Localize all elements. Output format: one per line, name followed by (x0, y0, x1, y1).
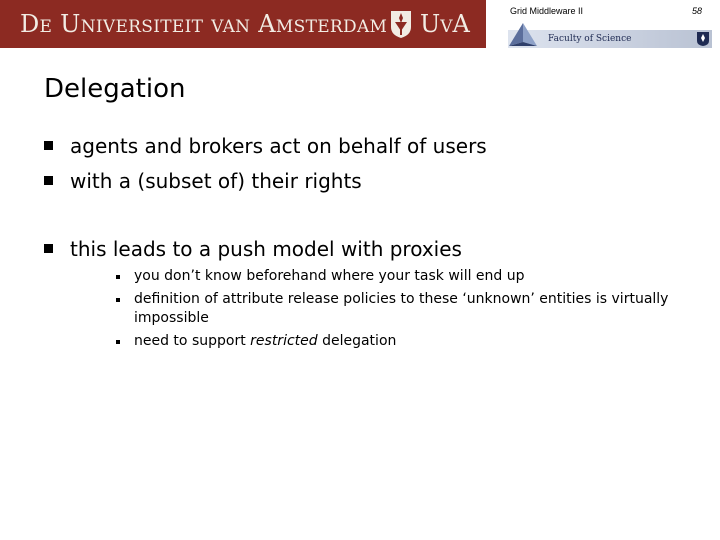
sub-bullet-text: definition of attribute release policies to these ‘unknown’ entities is virtually impossible (134, 291, 669, 326)
uva-crest-icon (389, 9, 413, 39)
uva-short-name: UvA (420, 10, 470, 38)
university-name: De Universiteit van Amsterdam (20, 10, 388, 38)
page-number: 58 (692, 6, 703, 16)
faculty-name: Faculty of Science (548, 34, 632, 44)
bullet-text: this leads to a push model with proxies (70, 237, 462, 261)
pyramid-icon (508, 22, 538, 48)
small-square-bullet-icon (116, 340, 120, 344)
small-square-bullet-icon (116, 275, 120, 279)
square-bullet-icon (44, 176, 53, 185)
bullet-text: agents and brokers act on behalf of users (70, 134, 487, 158)
emphasis-text: restricted (250, 333, 318, 349)
sub-bullet-text-end: delegation (317, 333, 397, 349)
course-name: Grid Middleware II (510, 6, 584, 16)
uva-crest-small-icon (696, 31, 710, 47)
slide-title: Delegation (44, 74, 186, 104)
sub-bullet-text (134, 332, 694, 351)
bullet-text: with a (subset of) their rights (70, 169, 362, 193)
sub-bullet-text-start: need to support (134, 333, 251, 349)
square-bullet-icon (44, 244, 53, 253)
sub-bullet-text: you don’t know beforehand where your task will end up (134, 268, 525, 284)
square-bullet-icon (44, 141, 53, 150)
small-square-bullet-icon (116, 298, 120, 302)
